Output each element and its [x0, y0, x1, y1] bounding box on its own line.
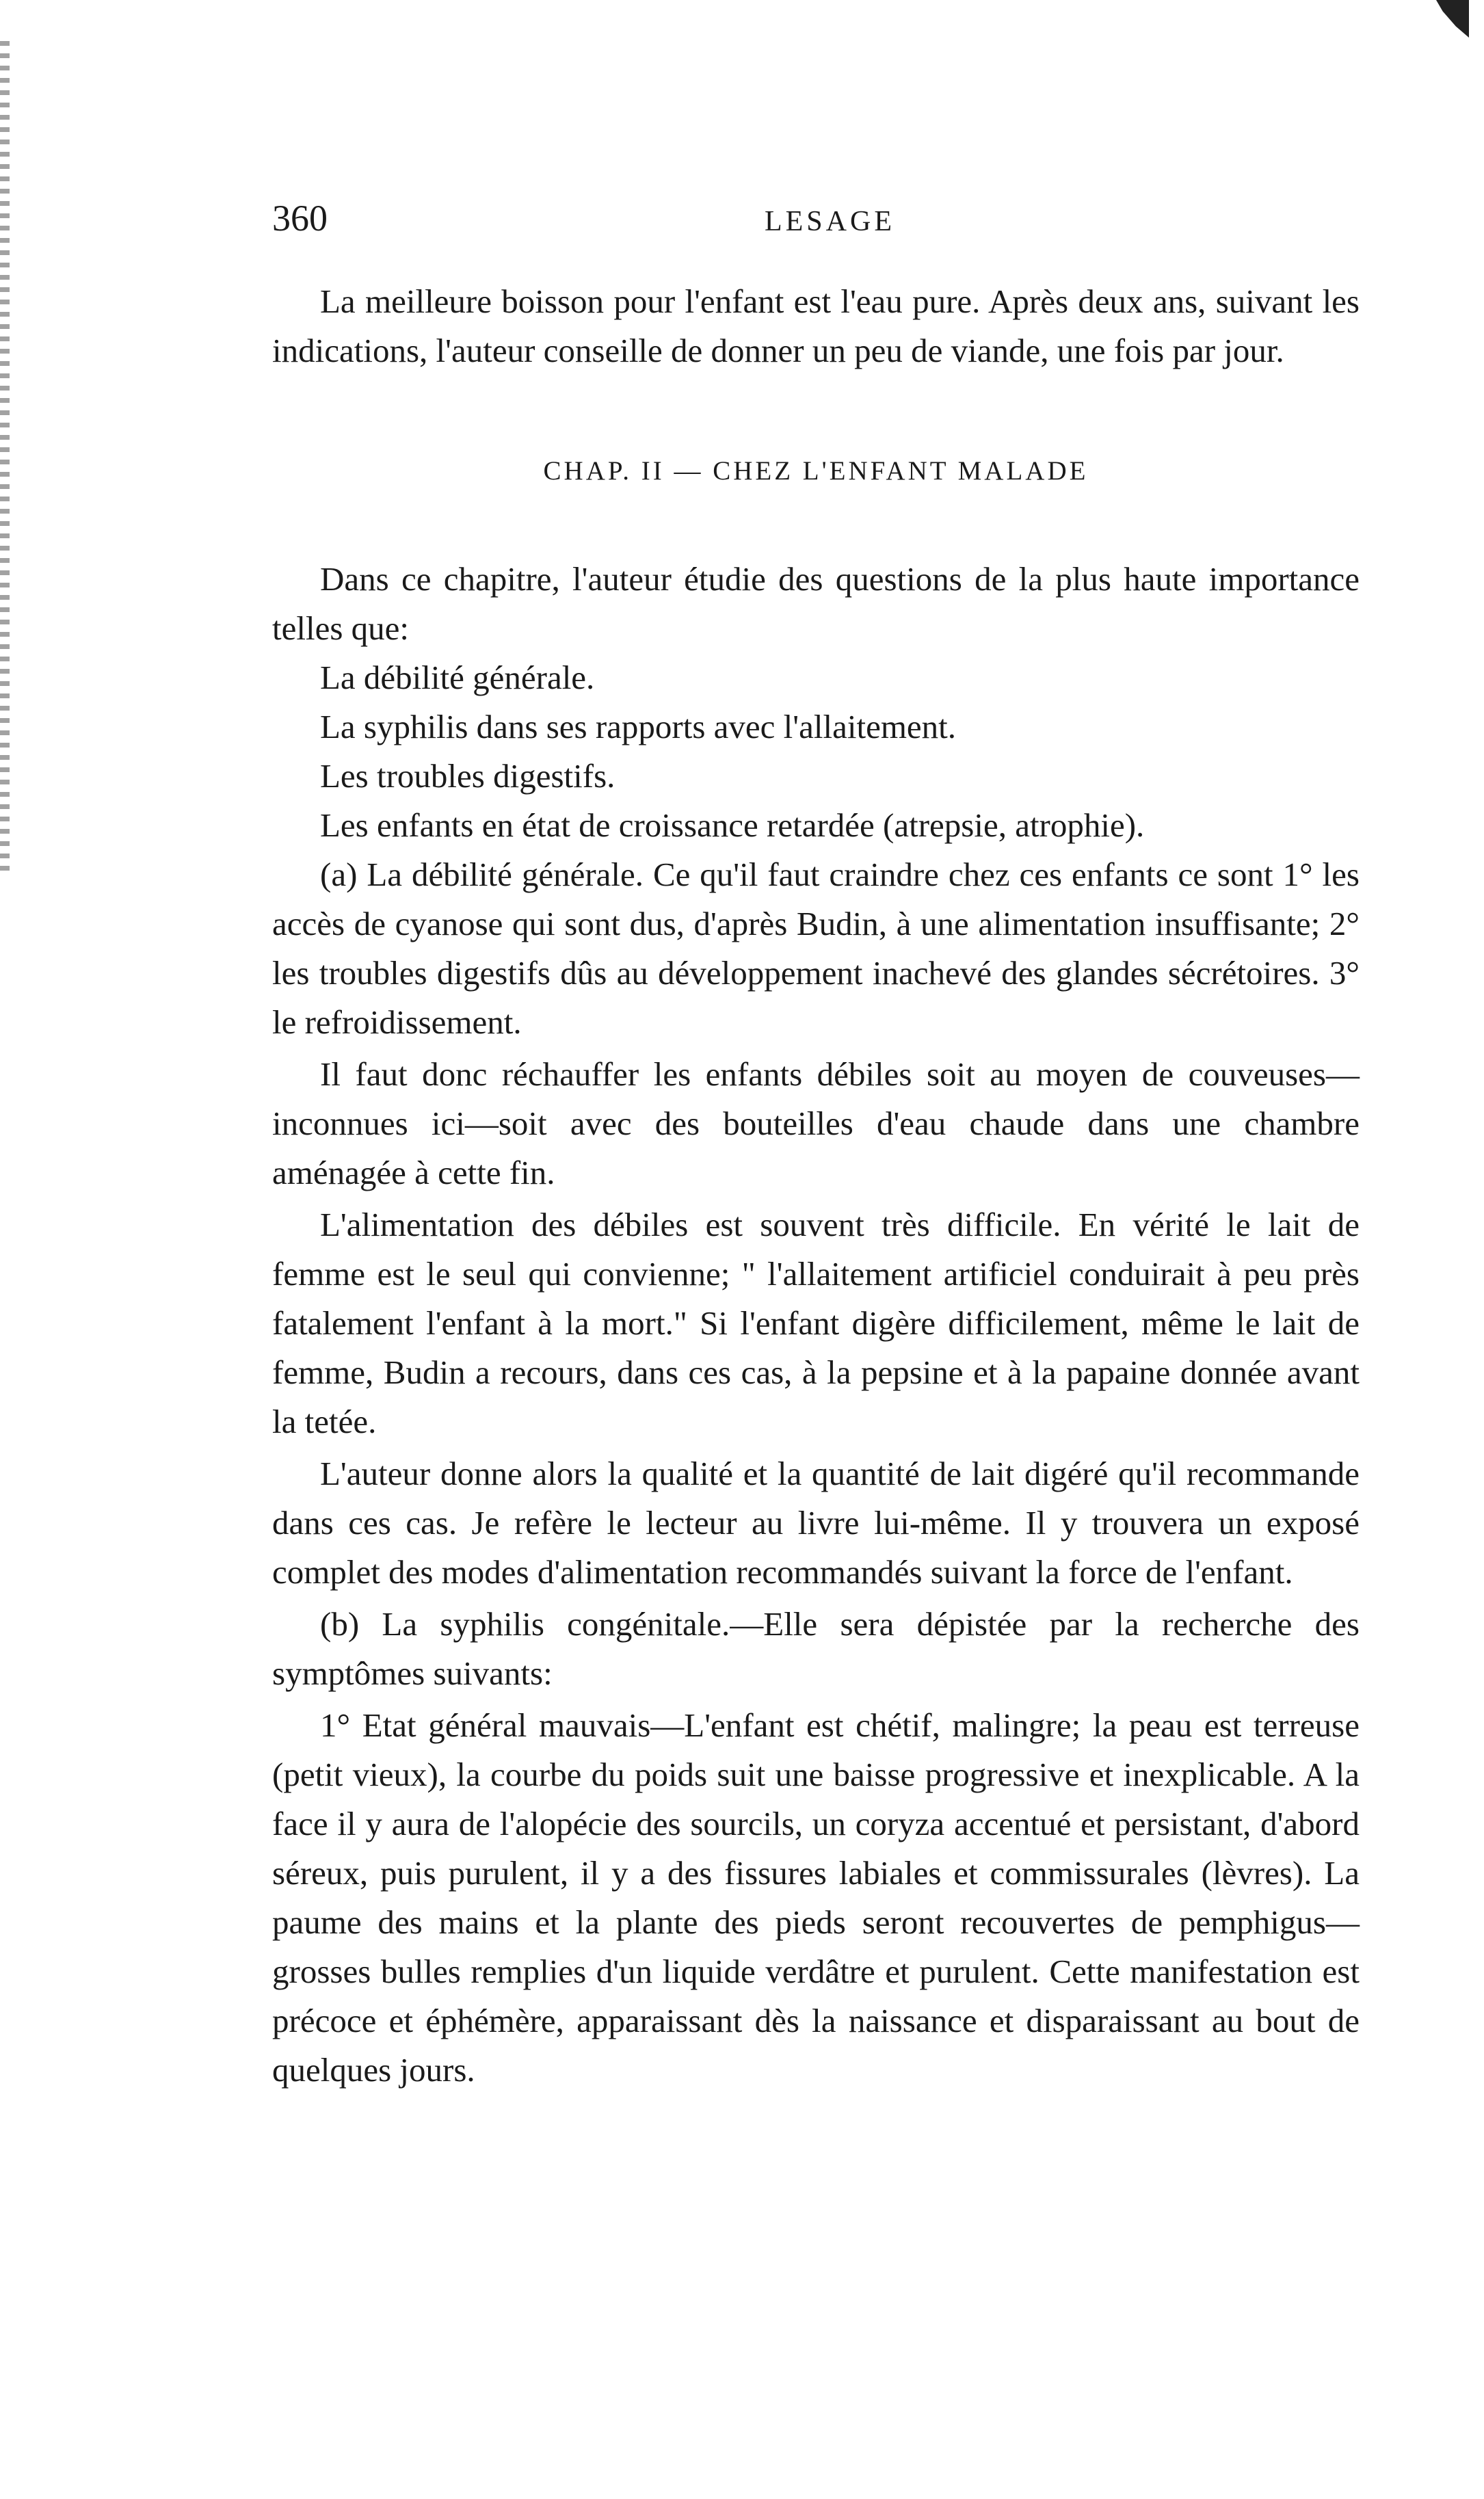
topic-item: Les enfants en état de croissance retardée (atrepsie, atrophie). — [320, 806, 1145, 844]
paragraph-symptoms: 1° Etat général mauvais—L'enfant est chétif, malingre; la peau est terreuse (petit vieux), la courbe du poids suit une baisse progressive et inexplicable. A la face il y aura de l'alopécie des sourcils, un coryza accentué et persistant, d'abord séreux, puis purulent, il y a des fissures labiales et commissurales (lèvres). La paume des mains et la plante des pieds seront recouvertes de pemphigus—grosses bulles remplies d'un liquide verdâtre et purulent. Cette manifestation est précoce et éphémère, apparaissant dès la naissance et disparaissant au bout de quelques jours. — [272, 1706, 1360, 2089]
text-block — [272, 277, 1360, 2095]
topic-item: La débilité générale. — [320, 659, 595, 696]
corner-mark — [1436, 0, 1469, 38]
paragraph-rechauffer: Il faut donc réchauffer les enfants débiles soit au moyen de couveuses—inconnues ici—soit avec des bouteilles d'eau chaude dans une chambre aménagée à cette fin. — [272, 1055, 1360, 1191]
paragraph-lait-digere: L'auteur donne alors la qualité et la quantité de lait digéré qu'il recommande dans ces cas. Je refère le lecteur au livre lui-même. Il y trouvera un exposé complet des modes d'alimentation recommandés suivant la force de l'enfant. — [272, 1455, 1360, 1591]
spine-mark — [0, 41, 10, 875]
paragraph-debilite: (a) La débilité générale. Ce qu'il faut craindre chez ces enfants ce sont 1° les accès de cyanose qui sont dus, d'après Budin, à une alimentation insuffisante; 2° les troubles digestifs dûs au développement inachevé des glandes sécrétoires. 3° le refroidissement. — [272, 856, 1360, 1041]
page-number: 360 — [272, 198, 328, 239]
paragraph-chapter-intro: Dans ce chapitre, l'auteur étudie des questions de la plus haute importance telles que: — [272, 560, 1360, 647]
chapter-heading: CHAP. II — CHEZ L'ENFANT MALADE — [543, 456, 1089, 486]
topic-item: La syphilis dans ses rapports avec l'allaitement. — [320, 708, 957, 745]
paragraph-alimentation: L'alimentation des débiles est souvent très difficile. En vérité le lait de femme est le seul qui convienne; " l'allaitement artificiel conduirait à peu près fatalement l'enfant à la mort." Si l'enfant digère difficilement, même le lait de femme, Budin a recours, dans ces cas, à la pepsine et à la papaine donnée avant la tetée. — [272, 1206, 1360, 1440]
paragraph-intro: La meilleure boisson pour l'enfant est l'eau pure. Après deux ans, suivant les indications, l'auteur conseille de donner un peu de viande, une fois par jour. — [272, 282, 1360, 369]
paragraph-syphilis: (b) La syphilis congénitale.—Elle sera dépistée par la recherche des symptômes suivants: — [272, 1605, 1360, 1692]
page-header — [272, 197, 1366, 252]
running-head: LESAGE — [765, 206, 895, 237]
topic-item: Les troubles digestifs. — [320, 757, 615, 795]
